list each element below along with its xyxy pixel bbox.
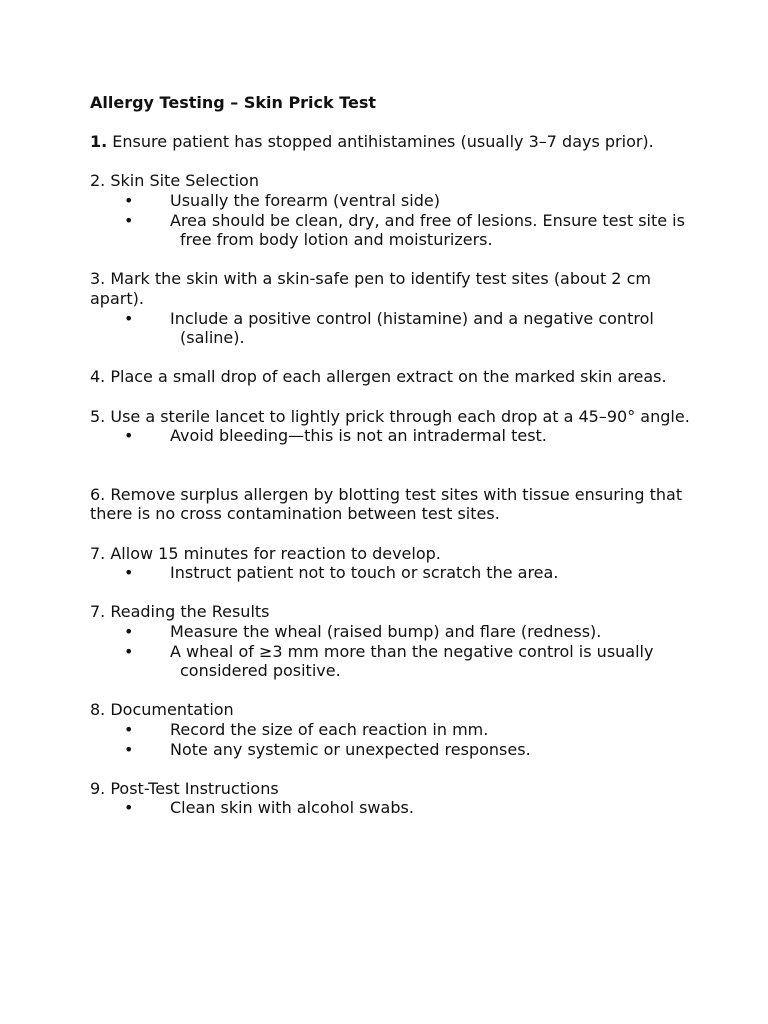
bullet-item	[90, 191, 690, 211]
step-number: 3.	[90, 269, 106, 289]
bullet-text: Include a positive control (histamine) and a negative control (saline).	[170, 308, 654, 348]
step-7	[90, 544, 690, 583]
bullet-text: Measure the wheal (raised bump) and flare (redness).	[170, 622, 602, 642]
step-1	[90, 132, 690, 152]
step-5	[90, 407, 690, 446]
bullet-text: A wheal of ≥3 mm more than the negative control is usually considered positive.	[170, 641, 654, 681]
step-text: Place a small drop of each allergen extract on the marked skin areas.	[105, 367, 667, 387]
bullet-text: Clean skin with alcohol swabs.	[170, 798, 414, 818]
step-heading	[90, 171, 690, 191]
step-text: Remove surplus allergen by blotting test sites with tissue ensuring that there is no cross contamination between test sites.	[90, 484, 683, 524]
bullet-glyph: •	[124, 308, 134, 328]
bullet-text: Record the size of each reaction in mm.	[170, 720, 489, 739]
step-text: Ensure patient has stopped antihistamines (usually 3–7 days prior).	[107, 132, 654, 152]
step-text: Reading the Results	[105, 602, 270, 622]
step-heading	[90, 132, 690, 152]
step-heading	[90, 700, 690, 720]
bullet-item	[90, 798, 690, 818]
bullet-item	[90, 740, 690, 760]
step-heading	[90, 544, 690, 564]
step-number: 1.	[90, 132, 108, 152]
step-number: 4.	[90, 367, 106, 387]
bullet-text: Area should be clean, dry, and free of lesions. Ensure test site is free from body lotion and moisturizers.	[170, 210, 685, 250]
bullet-item	[90, 720, 690, 740]
document-page	[90, 93, 690, 838]
bullet-glyph: •	[124, 798, 134, 818]
step-number: 6.	[90, 484, 106, 504]
bullet-text: Usually the forearm (ventral side)	[170, 190, 440, 210]
step-heading	[90, 269, 690, 308]
step-9	[90, 779, 690, 818]
bullet-text: Instruct patient not to touch or scratch the area.	[170, 563, 559, 583]
step-text: Post-Test Instructions	[105, 778, 279, 798]
step-text: Skin Site Selection	[105, 171, 259, 191]
bullet-glyph: •	[124, 739, 134, 759]
step-heading	[90, 485, 690, 524]
bullet-item	[90, 426, 690, 446]
step-text: Use a sterile lancet to lightly prick through each drop at a 45–90° angle.	[105, 406, 690, 426]
step-2	[90, 171, 690, 249]
bullet-glyph: •	[124, 426, 134, 446]
bullet-glyph: •	[124, 563, 134, 583]
bullet-glyph: •	[124, 622, 134, 642]
bullet-item	[90, 309, 690, 348]
step-number: 7.	[90, 602, 106, 622]
step-number: 8.	[90, 700, 106, 720]
step-6	[90, 485, 690, 524]
bullet-item	[90, 622, 690, 642]
step-7-reading	[90, 602, 690, 680]
step-4	[90, 367, 690, 387]
step-heading	[90, 367, 690, 387]
step-number: 9.	[90, 778, 106, 798]
bullet-glyph: •	[124, 190, 134, 210]
bullet-glyph: •	[124, 210, 134, 230]
bullet-glyph: •	[124, 720, 134, 739]
step-heading	[90, 602, 690, 622]
step-8	[90, 700, 690, 759]
step-3	[90, 269, 690, 347]
bullet-glyph: •	[124, 641, 134, 661]
step-text: Mark the skin with a skin-safe pen to identify test sites (about 2 cm apart).	[90, 269, 651, 308]
step-number: 7.	[90, 543, 106, 563]
step-heading	[90, 779, 690, 799]
bullet-text: Avoid bleeding—this is not an intradermal test.	[170, 426, 547, 446]
bullet-text: Note any systemic or unexpected responses.	[170, 739, 531, 759]
bullet-item	[90, 642, 690, 681]
step-text: Documentation	[105, 700, 234, 720]
bullet-item	[90, 211, 690, 250]
bullet-item	[90, 563, 690, 583]
step-number: 5.	[90, 406, 106, 426]
step-number: 2.	[90, 171, 106, 191]
step-text: Allow 15 minutes for reaction to develop.	[105, 543, 441, 563]
step-heading	[90, 407, 690, 427]
document-title: Allergy Testing – Skin Prick Test	[90, 93, 377, 112]
